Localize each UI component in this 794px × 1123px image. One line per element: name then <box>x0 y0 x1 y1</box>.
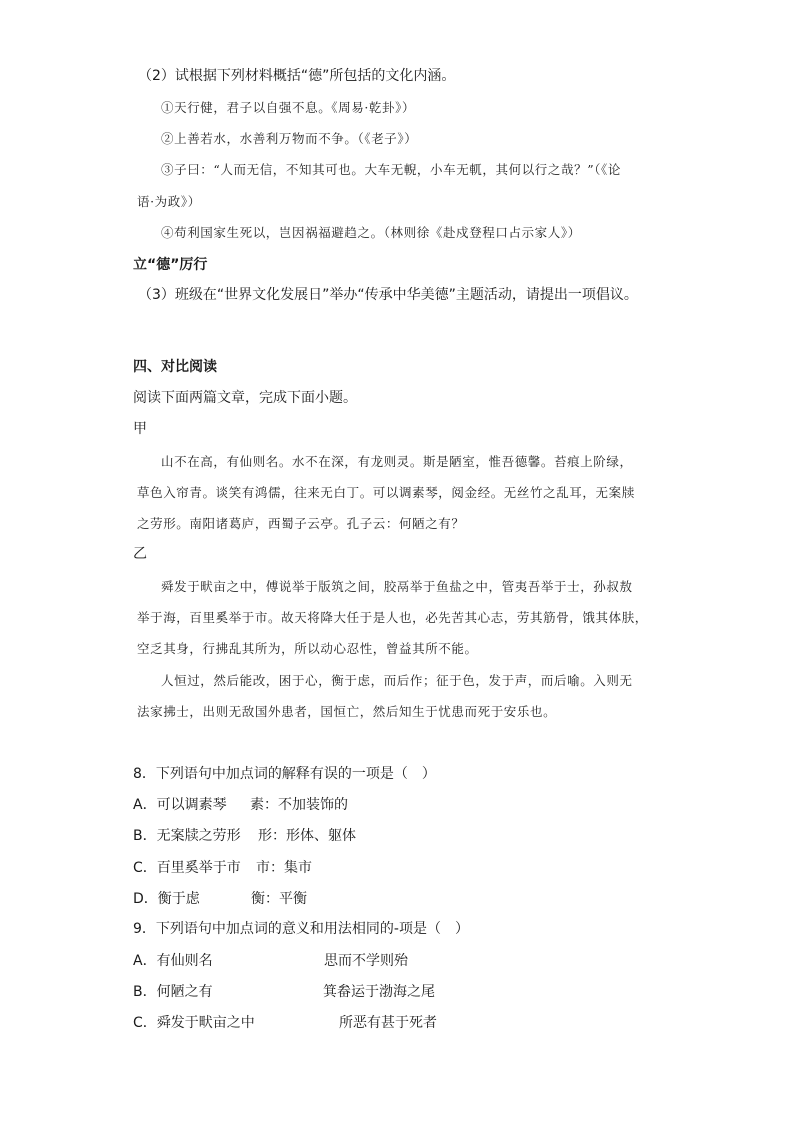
q8-option-b-explain: 形：形体、躯体 <box>258 828 356 844</box>
q2-item-3: ③子曰：“人而无信，不知其可也。大车无輗，小车无軏，其何以行之哉？”（《论 <box>161 162 621 177</box>
passage-jia-line: 之劳形。南阳诸葛庐，西蜀子云亭。孔子云：何陋之有？ <box>137 516 465 531</box>
q2-prompt: （2）试根据下列材料概括“德”所包括的文化内涵。 <box>138 68 456 84</box>
passage-yi-label: 乙 <box>133 546 147 562</box>
q8-option-c-explain: 市：集市 <box>256 860 312 876</box>
q8-stem: 8．下列语句中加点词的解释有误的一项是（ ） <box>133 766 436 782</box>
q8-option-d-explain: 衡：平衡 <box>251 891 307 907</box>
passage-jia-line: 草色入帘青。谈笑有鸿儒，往来无白丁。可以调素琴，阅金经。无丝竹之乱耳，无案牍 <box>137 485 635 500</box>
q9-option-c: C．舜发于畎亩之中 <box>133 1015 255 1031</box>
section4-instruction: 阅读下面两篇文章，完成下面小题。 <box>133 390 357 406</box>
q8-option-c: C．百里奚举于市 <box>133 860 241 876</box>
passage-yi-line: 举于海，百里奚举于市。故天将降大任于是人也，必先苦其心志，劳其筋骨，饿其体肤， <box>137 610 648 625</box>
q2-item-3-cont: 语·为政》） <box>137 194 201 209</box>
passage-yi-line: 法家拂士，出则无敌国外患者，国恒亡，然后知生于忧患而死于安乐也。 <box>137 704 557 719</box>
passage-yi-line: 舜发于畎亩之中，傅说举于版筑之间，胶鬲举于鱼盐之中，管夷吾举于士，孙叔敖 <box>161 579 633 594</box>
q9-option-a-compare: 思而不学则殆 <box>324 953 408 969</box>
q9-option-c-compare: 所恶有甚于死者 <box>339 1015 437 1031</box>
q8-option-d: D．衡于虑 <box>133 891 200 907</box>
q3-prompt: （3）班级在“世界文化发展日”举办“传承中华美德”主题活动，请提出一项倡议。 <box>138 287 638 303</box>
passage-yi-line: 空乏其身，行拂乱其所为，所以动心忍性，曾益其所不能。 <box>137 641 478 656</box>
q8-option-a-explain: 素：不加装饰的 <box>250 797 348 813</box>
q2-item-4: ④苟利国家生死以，岂因祸福避趋之。（林则徐《赴戍登程口占示家人》） <box>161 225 581 240</box>
q8-option-a: A．可以调素琴 <box>133 797 227 813</box>
section-heading-lide: 立“德”厉行 <box>133 257 208 273</box>
q9-option-b-compare: 箕畚运于渤海之尾 <box>323 984 435 1000</box>
passage-jia-line: 山不在高，有仙则名。水不在深，有龙则灵。斯是陋室，惟吾德馨。苔痕上阶绿， <box>161 454 633 469</box>
q9-stem: 9．下列语句中加点词的意义和用法相同的-项是（ ） <box>133 921 469 937</box>
q8-option-b: B．无案牍之劳形 <box>133 828 241 844</box>
passage-yi-line: 人恒过，然后能改，困于心，衡于虑，而后作；征于色，发于声，而后喻。入则无 <box>161 673 633 688</box>
passage-jia-label: 甲 <box>133 421 147 437</box>
q9-option-b: B．何陋之有 <box>133 984 213 1000</box>
section-heading-4: 四、对比阅读 <box>133 359 217 375</box>
q9-option-a: A．有仙则名 <box>133 953 213 969</box>
q2-item-2: ②上善若水，水善利万物而不争。（《老子》） <box>161 131 418 146</box>
q2-item-1: ①天行健，君子以自强不息。《周易·乾卦》） <box>161 100 416 115</box>
